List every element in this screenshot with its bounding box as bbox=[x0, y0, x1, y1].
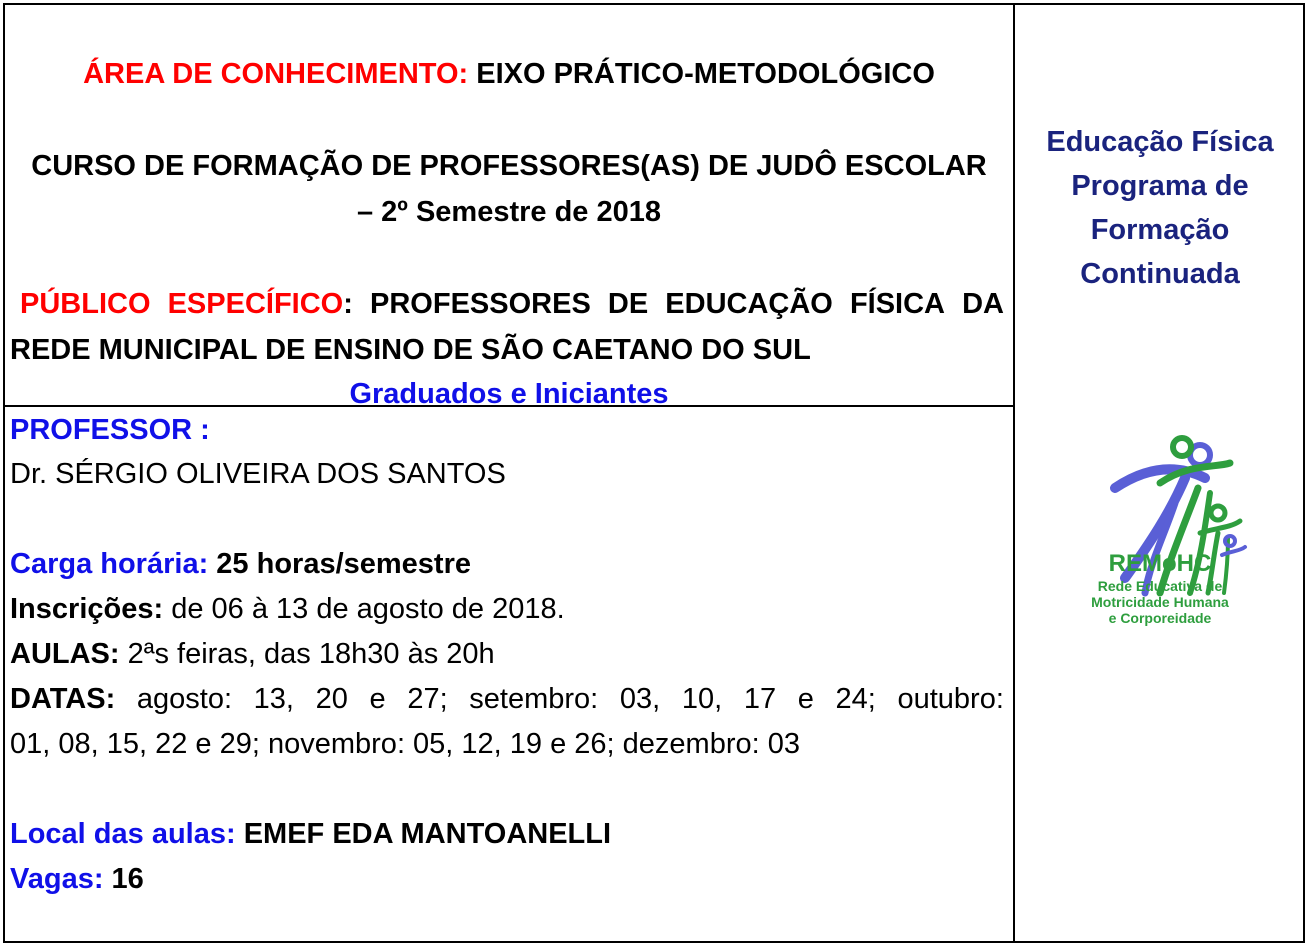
datas-word: outubro: bbox=[897, 683, 1004, 715]
course-details-cell bbox=[10, 412, 1008, 942]
table-border-top bbox=[3, 3, 1305, 5]
publico-colon: : bbox=[343, 288, 353, 320]
area-value: EIXO PRÁTICO-METODOLÓGICO bbox=[468, 58, 935, 90]
aulas-value: 2ªs feiras, das 18h30 às 20h bbox=[119, 638, 495, 670]
datas-word: e bbox=[369, 683, 386, 715]
carga-line bbox=[10, 546, 471, 582]
publico-word-2: ESPECÍFICO bbox=[167, 288, 344, 320]
publico-word-3: PROFESSORES bbox=[370, 288, 591, 320]
datas-word: agosto: bbox=[136, 683, 233, 715]
program-title-line: Formação bbox=[1090, 214, 1230, 246]
datas-line1 bbox=[10, 681, 1004, 717]
inscricoes-line bbox=[10, 591, 565, 627]
logo-subtitle bbox=[1020, 578, 1300, 626]
publico-word-6: FÍSICA bbox=[849, 288, 945, 320]
area-label: ÁREA DE CONHECIMENTO: bbox=[83, 58, 469, 90]
inscricoes-label: Inscrições: bbox=[10, 593, 164, 625]
datas-label: DATAS: bbox=[10, 683, 116, 715]
datas-word: 10, bbox=[681, 683, 723, 715]
course-header-cell bbox=[10, 10, 1008, 410]
table-border-left bbox=[3, 3, 5, 943]
logo-subtitle-line: e Corporeidade bbox=[1108, 610, 1212, 626]
professor-name: Dr. SÉRGIO OLIVEIRA DOS SANTOS bbox=[10, 458, 506, 490]
aulas-line bbox=[10, 636, 495, 672]
publico-line2: REDE MUNICIPAL DE ENSINO DE SÃO CAETANO DO SUL bbox=[10, 334, 811, 366]
local-value: EMEF EDA MANTOANELLI bbox=[235, 818, 612, 850]
publico-word-1: PÚBLICO bbox=[20, 288, 151, 320]
logo-subtitle-line: Motricidade Humana bbox=[1091, 594, 1229, 610]
course-title-line2: – 2º Semestre de 2018 bbox=[356, 196, 662, 228]
vagas-label: Vagas: bbox=[10, 863, 104, 895]
datas-word: e bbox=[797, 683, 814, 715]
datas-word: 20 bbox=[315, 683, 348, 715]
program-title-line: Continuada bbox=[1080, 258, 1240, 290]
aulas-label: AULAS: bbox=[10, 638, 120, 670]
datas-word: 27; bbox=[407, 683, 448, 715]
publico-word-7: DA bbox=[962, 288, 1004, 320]
area-line bbox=[10, 56, 1008, 92]
datas-word: 17 bbox=[743, 683, 777, 715]
table-column-divider bbox=[1013, 3, 1015, 943]
publico-word-4: DE bbox=[607, 288, 649, 320]
datas-word: 03, bbox=[619, 683, 661, 715]
logo-name: REMoHC bbox=[1108, 550, 1212, 577]
vagas-line bbox=[10, 861, 144, 897]
datas-word: 13, bbox=[253, 683, 294, 715]
inscricoes-value: de 06 à 13 de agosto de 2018. bbox=[163, 593, 565, 625]
publico-line1 bbox=[20, 286, 1004, 322]
program-title-line: Educação Física bbox=[1046, 126, 1274, 158]
publico-note: Graduados e Iniciantes bbox=[349, 378, 669, 410]
table-border-right bbox=[1303, 3, 1305, 943]
professor-label: PROFESSOR : bbox=[10, 414, 210, 446]
carga-label: Carga horária: bbox=[10, 548, 209, 580]
publico-word-5: EDUCAÇÃO bbox=[665, 288, 833, 320]
vagas-value: 16 bbox=[103, 863, 144, 895]
datas-word: 24; bbox=[835, 683, 876, 715]
datas-line2: 01, 08, 15, 22 e 29; novembro: 05, 12, 19 e 26; dezembro: 03 bbox=[10, 728, 800, 760]
local-label: Local das aulas: bbox=[10, 818, 236, 850]
course-title-line1: CURSO DE FORMAÇÃO DE PROFESSORES(AS) DE JUDÔ ESCOLAR bbox=[31, 150, 987, 182]
logo-subtitle-line: Rede Educativa de bbox=[1097, 578, 1223, 594]
program-title bbox=[1020, 120, 1300, 296]
datas-word: setembro: bbox=[469, 683, 599, 715]
program-title-line: Programa de bbox=[1071, 170, 1249, 202]
local-line bbox=[10, 816, 611, 852]
program-sidebar-cell bbox=[1020, 10, 1300, 930]
carga-value: 25 horas/semestre bbox=[208, 548, 472, 580]
